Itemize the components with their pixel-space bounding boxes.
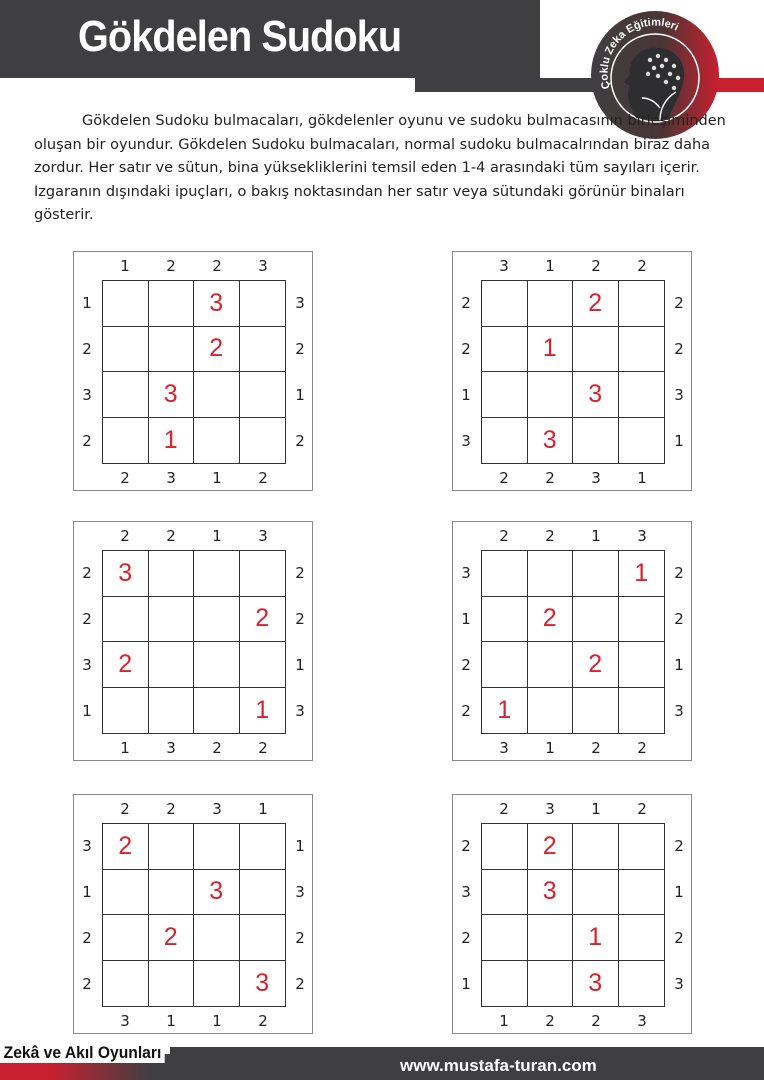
grid-cell[interactable]: 2 — [528, 824, 574, 870]
clue-right: 1 — [674, 883, 684, 901]
clue-bottom: 2 — [591, 1012, 601, 1030]
grid-cell[interactable] — [482, 418, 528, 464]
grid-cell[interactable] — [194, 961, 240, 1007]
grid-cell[interactable] — [194, 551, 240, 597]
clue-right: 2 — [295, 432, 305, 450]
grid-cell[interactable] — [149, 642, 195, 688]
grid-cell[interactable] — [103, 961, 149, 1007]
grid-cell[interactable] — [573, 418, 619, 464]
grid-cell[interactable] — [619, 688, 665, 734]
clue-bottom: 2 — [637, 739, 647, 757]
clue-bottom: 2 — [258, 469, 268, 487]
grid-cell[interactable] — [619, 372, 665, 418]
grid-cell[interactable]: 1 — [482, 688, 528, 734]
grid-cell[interactable] — [619, 824, 665, 870]
footer-url-link[interactable]: www.mustafa-turan.com — [400, 1056, 597, 1075]
puzzle-2 — [452, 251, 692, 491]
clue-left: 1 — [461, 975, 471, 993]
grid-cell[interactable] — [194, 372, 240, 418]
clue-top: 2 — [166, 527, 176, 545]
puzzle-4 — [452, 521, 692, 761]
grid-cell[interactable] — [194, 642, 240, 688]
grid-cell[interactable] — [103, 327, 149, 373]
clue-right: 1 — [295, 656, 305, 674]
clue-top: 1 — [591, 800, 601, 818]
grid-cell[interactable] — [482, 327, 528, 373]
grid-cell[interactable] — [528, 642, 574, 688]
grid-cell[interactable] — [619, 642, 665, 688]
grid-cell[interactable]: 3 — [149, 372, 195, 418]
grid-cell[interactable] — [482, 870, 528, 916]
grid-cell[interactable] — [103, 688, 149, 734]
clue-bottom: 2 — [499, 469, 509, 487]
clue-top: 1 — [212, 527, 222, 545]
grid-cell[interactable]: 3 — [528, 870, 574, 916]
clue-bottom: 1 — [120, 739, 130, 757]
clue-top: 2 — [212, 257, 222, 275]
grid-cell[interactable] — [149, 551, 195, 597]
clue-right: 3 — [674, 702, 684, 720]
grid-cell[interactable] — [240, 418, 286, 464]
grid-cell[interactable] — [149, 961, 195, 1007]
puzzle-6 — [452, 794, 692, 1034]
clue-left: 2 — [461, 702, 471, 720]
puzzle-grid — [102, 280, 286, 464]
grid-cell[interactable] — [528, 551, 574, 597]
clue-left: 1 — [82, 294, 92, 312]
clue-left: 2 — [82, 975, 92, 993]
clue-top: 2 — [120, 527, 130, 545]
grid-cell[interactable] — [240, 327, 286, 373]
grid-cell[interactable]: 3 — [573, 372, 619, 418]
clue-left: 2 — [82, 340, 92, 358]
clue-right: 3 — [295, 883, 305, 901]
clue-bottom: 3 — [591, 469, 601, 487]
grid-cell[interactable] — [528, 372, 574, 418]
clue-right: 2 — [295, 929, 305, 947]
grid-cell[interactable] — [482, 281, 528, 327]
clue-top: 2 — [166, 800, 176, 818]
grid-cell[interactable] — [194, 688, 240, 734]
puzzle-grid — [481, 823, 665, 1007]
clue-right: 3 — [295, 294, 305, 312]
grid-cell[interactable] — [482, 372, 528, 418]
clue-right: 1 — [295, 386, 305, 404]
clue-left: 3 — [461, 883, 471, 901]
clue-right: 2 — [295, 340, 305, 358]
clue-top: 2 — [120, 800, 130, 818]
grid-cell[interactable] — [103, 372, 149, 418]
clue-bottom: 1 — [212, 469, 222, 487]
clue-right: 2 — [295, 564, 305, 582]
clue-right: 2 — [674, 294, 684, 312]
grid-cell[interactable] — [149, 824, 195, 870]
grid-cell[interactable] — [194, 597, 240, 643]
grid-cell[interactable] — [240, 870, 286, 916]
grid-cell[interactable]: 1 — [573, 915, 619, 961]
clue-top: 2 — [591, 257, 601, 275]
grid-cell[interactable] — [240, 642, 286, 688]
clue-right: 2 — [674, 837, 684, 855]
grid-cell[interactable] — [482, 642, 528, 688]
clue-bottom: 2 — [545, 469, 555, 487]
clue-right: 3 — [295, 702, 305, 720]
clue-top: 2 — [637, 800, 647, 818]
grid-cell[interactable] — [619, 915, 665, 961]
grid-cell[interactable] — [240, 372, 286, 418]
clue-top: 2 — [637, 257, 647, 275]
grid-cell[interactable] — [103, 915, 149, 961]
clue-left: 2 — [461, 837, 471, 855]
grid-cell[interactable] — [482, 915, 528, 961]
grid-cell[interactable] — [528, 281, 574, 327]
grid-cell[interactable]: 1 — [255, 695, 270, 724]
grid-cell[interactable]: 2 — [103, 824, 149, 870]
clue-left: 2 — [82, 564, 92, 582]
clue-left: 2 — [82, 610, 92, 628]
grid-cell[interactable] — [149, 688, 195, 734]
clue-left: 1 — [82, 702, 92, 720]
grid-cell[interactable]: 2 — [103, 642, 149, 688]
grid-cell[interactable] — [619, 418, 665, 464]
puzzle-grid — [481, 550, 665, 734]
clue-top: 1 — [120, 257, 130, 275]
clue-right: 1 — [674, 656, 684, 674]
clue-bottom: 3 — [166, 739, 176, 757]
grid-cell[interactable] — [240, 281, 286, 327]
page-title: Gökdelen Sudoku — [78, 12, 402, 61]
grid-cell[interactable]: 3 — [194, 281, 240, 327]
clue-top: 3 — [258, 527, 268, 545]
grid-cell[interactable] — [619, 870, 665, 916]
logo-text: Çoklu Zeka Eğitimleri — [598, 16, 681, 91]
clue-right: 2 — [295, 610, 305, 628]
grid-cell[interactable] — [528, 915, 574, 961]
grid-cell[interactable] — [103, 597, 149, 643]
grid-cell[interactable] — [240, 824, 286, 870]
intro-text-block — [34, 110, 744, 228]
clue-top: 3 — [258, 257, 268, 275]
clue-left: 1 — [82, 883, 92, 901]
grid-cell[interactable] — [103, 281, 149, 327]
grid-cell[interactable]: 2 — [240, 597, 286, 643]
clue-bottom: 3 — [637, 1012, 647, 1030]
clue-left: 2 — [461, 340, 471, 358]
clue-bottom: 1 — [212, 1012, 222, 1030]
grid-cell[interactable] — [194, 824, 240, 870]
grid-cell[interactable] — [149, 597, 195, 643]
puzzle-grid — [481, 280, 665, 464]
clue-bottom: 2 — [212, 739, 222, 757]
grid-cell[interactable]: 2 — [528, 597, 574, 643]
intro-paragraph: Gökdelen Sudoku bulmacaları, gökdelenler oyunu ve sudoku bulmacasının birleşiminden oluşan bir oyundur. Gökdelen Sudoku bulmacaları, normal sudoku bulmacalrından biraz daha zordur. Her satır ve sütun, bina yüksekliklerini temsil eden 1-4 arasındaki tüm sayıları içerir. Izgaranın dışındaki ipuçları, o bakış noktasından her satır veya sütundaki görünür binaları gösterir. — [34, 113, 726, 223]
clue-left: 3 — [461, 564, 471, 582]
grid-cell[interactable] — [619, 327, 665, 373]
grid-cell[interactable]: 2 — [573, 281, 619, 327]
clue-left: 2 — [82, 929, 92, 947]
grid-cell[interactable] — [482, 824, 528, 870]
clue-left: 3 — [82, 837, 92, 855]
grid-cell[interactable] — [149, 281, 195, 327]
grid-cell[interactable] — [619, 281, 665, 327]
clue-left: 2 — [461, 656, 471, 674]
grid-cell[interactable]: 3 — [194, 870, 240, 916]
clue-right: 2 — [674, 564, 684, 582]
grid-cell[interactable] — [194, 915, 240, 961]
clue-bottom: 3 — [499, 739, 509, 757]
grid-cell[interactable]: 1 — [149, 418, 195, 464]
grid-cell[interactable]: 3 — [255, 968, 270, 997]
clue-right: 3 — [674, 386, 684, 404]
clue-right: 2 — [674, 929, 684, 947]
clue-right: 2 — [674, 610, 684, 628]
clue-left: 1 — [461, 610, 471, 628]
clue-bottom: 2 — [591, 739, 601, 757]
grid-cell[interactable] — [149, 327, 195, 373]
clue-right: 3 — [674, 975, 684, 993]
grid-cell[interactable] — [482, 961, 528, 1007]
puzzle-grid — [102, 823, 286, 1007]
grid-cell[interactable] — [619, 597, 665, 643]
grid-cell[interactable] — [573, 824, 619, 870]
clue-bottom: 1 — [499, 1012, 509, 1030]
grid-cell[interactable] — [482, 597, 528, 643]
puzzle-5 — [73, 794, 313, 1034]
clue-bottom: 2 — [258, 1012, 268, 1030]
clue-top: 3 — [212, 800, 222, 818]
clue-top: 3 — [499, 257, 509, 275]
clue-left: 2 — [461, 929, 471, 947]
footer-label: Zekâ ve Akıl Oyunları — [0, 1043, 165, 1063]
clue-top: 2 — [499, 527, 509, 545]
grid-cell[interactable] — [103, 418, 149, 464]
grid-cell[interactable] — [619, 961, 665, 1007]
clue-bottom: 1 — [545, 739, 555, 757]
clue-top: 1 — [545, 257, 555, 275]
clue-left: 3 — [82, 656, 92, 674]
clue-bottom: 2 — [258, 739, 268, 757]
clue-top: 1 — [258, 800, 268, 818]
clue-bottom: 1 — [637, 469, 647, 487]
clue-top: 2 — [166, 257, 176, 275]
header-stripe — [415, 78, 615, 92]
clue-left: 2 — [461, 294, 471, 312]
grid-cell[interactable]: 1 — [528, 327, 574, 373]
grid-cell[interactable] — [240, 551, 286, 597]
clue-top: 2 — [499, 800, 509, 818]
puzzle-1 — [73, 251, 313, 491]
clue-bottom: 2 — [545, 1012, 555, 1030]
grid-cell[interactable] — [573, 597, 619, 643]
clue-right: 1 — [295, 837, 305, 855]
grid-cell[interactable] — [103, 870, 149, 916]
grid-cell[interactable]: 1 — [619, 551, 665, 597]
grid-cell[interactable] — [573, 870, 619, 916]
clue-top: 2 — [545, 527, 555, 545]
grid-cell[interactable]: 3 — [103, 551, 149, 597]
clue-top: 3 — [637, 527, 647, 545]
clue-bottom: 1 — [166, 1012, 176, 1030]
grid-cell[interactable] — [240, 915, 286, 961]
grid-cell[interactable] — [482, 551, 528, 597]
clue-top: 3 — [545, 800, 555, 818]
clue-bottom: 3 — [120, 1012, 130, 1030]
puzzle-grid — [102, 550, 286, 734]
clue-bottom: 3 — [166, 469, 176, 487]
grid-cell[interactable]: 2 — [573, 642, 619, 688]
grid-cell[interactable]: 3 — [528, 418, 574, 464]
grid-cell[interactable]: 3 — [573, 961, 619, 1007]
grid-cell[interactable] — [573, 688, 619, 734]
clue-left: 2 — [82, 432, 92, 450]
clue-left: 3 — [82, 386, 92, 404]
grid-cell[interactable]: 2 — [194, 327, 240, 373]
clue-right: 2 — [674, 340, 684, 358]
grid-cell[interactable] — [573, 551, 619, 597]
grid-cell[interactable] — [528, 961, 574, 1007]
clue-top: 1 — [591, 527, 601, 545]
grid-cell[interactable]: 2 — [149, 915, 195, 961]
clue-right: 1 — [674, 432, 684, 450]
clue-right: 2 — [295, 975, 305, 993]
puzzle-3 — [73, 521, 313, 761]
grid-cell[interactable] — [528, 688, 574, 734]
clue-left: 1 — [461, 386, 471, 404]
grid-cell[interactable] — [194, 418, 240, 464]
grid-cell[interactable] — [573, 327, 619, 373]
clue-left: 3 — [461, 432, 471, 450]
clue-bottom: 2 — [120, 469, 130, 487]
grid-cell[interactable] — [149, 870, 195, 916]
